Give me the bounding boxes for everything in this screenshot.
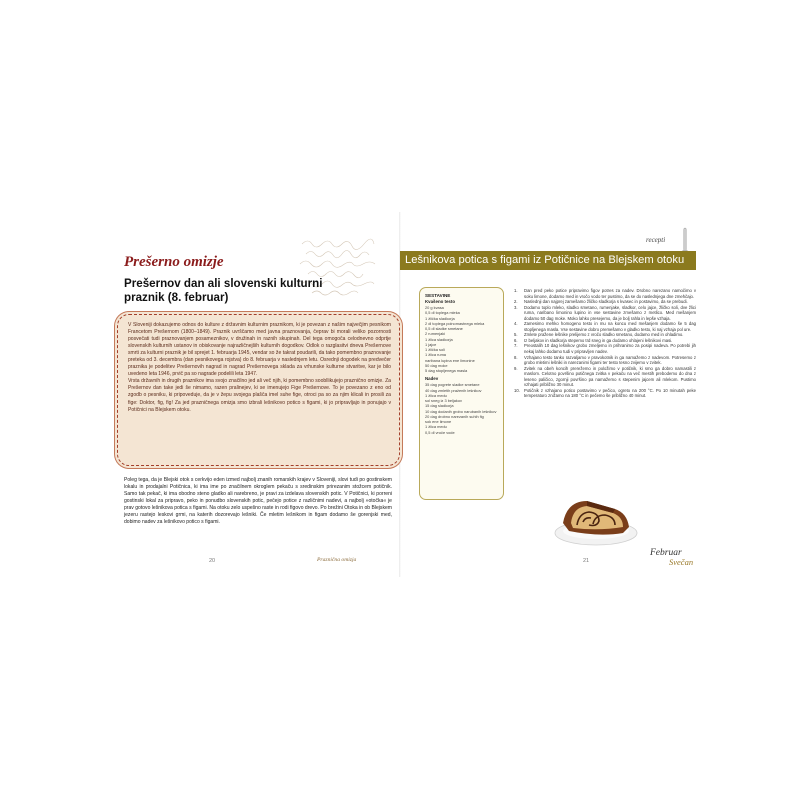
step-text: Potičnik z vzhajano potico postavimo v pečico, ogreto na 200 °C. Po 10 minutah peke temperaturo znižamo na 180 °C in pečemo še približno 40 minut.: [524, 387, 696, 399]
ingredients-box: [419, 287, 504, 500]
page-number-right: 21: [583, 558, 590, 564]
step-number: 3.: [514, 304, 518, 310]
ingredient-item: 2 dl toplega polnomastnega mleka: [425, 320, 485, 326]
info-box-paragraph: V Sloveniji dokazujemo odnos do kulture z državnim kulturnim praznikom, ki je povezan z našim največjim pesnikom Francetom Prešernom (1800–1849). Praznik uvrščamo med javna praznovanja, čeprav bi morali veliko pozornosti posvečati tudi praznovanjem posameznikov, v družinah in raznih skupinah. Del tega omogoča celodnevno odprtje slovenskih kulturnih ustanov in obiskovanje najrazličnejših kulturnih dogodkov. Odlok o razglasitvi dneva Prešernove smrti za kulturni praznik je bil sprejet 1. februarja 1945, vendar so že takrat poudarili, da tako pomembno praznovanje preteka od 3. decembra (dan pesnikovega rojstva) do 8. februarja v naslednjem letu. Osrednji dogodek na predvečer praznika je podelitev Prešernovih nagrad in nagrad Prešernovega sklada za vrhunske kulturne stvaritve, kar je bilo uvedeno leta 1946, prvič pa so nagrade podelili leta 1947.: [128, 322, 391, 378]
ingredient-item: 1 žlica ruma: [425, 352, 446, 358]
recipe-step: [514, 288, 696, 299]
step-text: Zamesimo mehko homogeno testo in mu na koncu med mešanjem dodamo še 5 dag stopljenega masla. Vse sestavine dobro premešamo v gladko testo, ki naj vzhaja pol ure.: [524, 321, 696, 332]
ingredient-item: 0,5 dl sladke smetane: [425, 326, 463, 332]
left-page-body: Poleg tega, da je Blejski otok s cerkvijo eden izmed najbolj znanih romarskih krajev v Sloveniji, slovi tudi po gostinskem lokalu in prodajalni Potičnica, ki ima ime po značilnem okroglem pekaču s sredinskim prirezanim stožcem potičnik. Samo tak pekač, ki ima obodno steno gladko ali narebreno, je pravi za izdelava slovenskih potic. V Potičnici, ki porreni gostinski lokal za pripravo, peko in ponudbo slovenskih potic, pečejo potice z različnimi nadevi, a najbolj »otočka« je prav gotovo lešnikova potica s figami. Na otoku zelo uspešno raste in rodi figovo drevo. Po brežini Otoka in ob Blejskem jezeru rastejo leskovi grmi, na katerih dozorevajo lešniki. Če mletim lešnikom in figam dodamo še gorenjski med, dobimo nadev za lešnikovo potico s figami.: [124, 477, 392, 526]
ingredient-item: 15 dag sladkorja: [425, 403, 454, 409]
recipe-step: [514, 355, 696, 366]
left-page-title: Prešerno omizje: [124, 254, 224, 270]
recipe-step: [514, 366, 696, 388]
step-text: Zvitek na obeh koncih prerežemo in položimo v potičnik, ki smo ga dobro namastili z maslom. Celotno površino potičnega zvitka v pekaču na več mestih prebodemo do dna z leseno paličico, zgornji površino pa namažemo s stepenim jajcem ali mlekom. Pustimo vzhajati približno 30 minut.: [524, 365, 696, 388]
recipe-title: Lešnikova potica s figami iz Potičnice na Blejskem otoku: [405, 254, 685, 266]
recipe-step: [514, 305, 696, 322]
step-text: Dan pred peko potice pripravimo figov potres za nadev. Drobno narezano namočimo v soku limone, dodamo med in vročo vodo ter pustimo, da se do naslednjega dne zmehčajo.: [524, 288, 696, 299]
ingredient-item: 2 rumenjaki: [425, 331, 446, 337]
ingredients-group-title: Nadev: [425, 376, 439, 382]
step-number: 6.: [514, 337, 518, 343]
step-number: 7.: [514, 343, 518, 349]
ingredient-item: 0,5 dl vroče vode: [425, 429, 455, 435]
recipe-steps: [514, 288, 696, 399]
ingredients-header: SESTAVINE: [425, 293, 451, 298]
ingredient-item: 1 žlica medu: [425, 424, 447, 430]
ingredient-item: 0,5 dl toplega mleka: [425, 310, 460, 316]
ingredients-group-title: Kvašeno testo: [425, 299, 456, 305]
step-text: Vzhajano testo tanko razvaljamo v pravokotnik in ga namažemo z nadevom. Potresemo z grobo mletimi lešniki in narezanimi figami ter testo tesno zvijemo v zvitek.: [524, 354, 696, 366]
step-text: Preostalih 10 dag lešnikov grobo zmeljemo in prihranimo za posipi nadeva. Po potrebi jih nekaj lahko dodamo tudi v pripravljen nadev.: [524, 343, 696, 355]
ingredient-item: 1 jajce: [425, 341, 437, 347]
ingredient-item: sok ene limone: [425, 419, 452, 425]
recipe-step: [514, 343, 696, 354]
ingredient-item: 1 žlica medu: [425, 392, 447, 398]
footer-title-left: Praznična omizja: [317, 557, 357, 563]
ingredient-item: 1 žlička sladkorja: [425, 315, 455, 321]
step-number: 5.: [514, 332, 518, 338]
step-text: Dodamo toplo mleko, sladko smetano, rumenjake, sladkor, celo jajce, žličko soli, dve žlici ruma, naribano limonino lupino in vse sestavine zmešamo z metlico. Med mešanjem dodamo 50 dag moke. Moko lahko presejemo, da je bolj rahla in lepše vzhaja.: [524, 304, 696, 321]
ingredient-item: 35 dag pogrete sladke smetane: [425, 382, 480, 388]
info-box: [117, 314, 400, 466]
month-label: Februar: [650, 548, 682, 558]
ingredient-item: 5 dag stopljenega masla: [425, 368, 468, 374]
step-text: Naslednji dan najprej zamešamo žličko sladkorja s kvasec in postavimo, da se prebudi.: [524, 299, 688, 305]
page-number-left: 20: [209, 558, 216, 564]
ingredient-item: naribana lupina ene limonine: [425, 357, 475, 363]
step-number: 4.: [514, 321, 518, 327]
month-subtitle: Svečan: [669, 557, 694, 567]
step-text: Iz beljakov in sladkorja stepemo trd sneg in ga dodamo ohlajeni lešnikovi masi.: [524, 337, 673, 343]
step-text: Zmlete pražene lešnike prelijemo z vročo sladko smetano, dodamo med in ohladimo.: [524, 332, 684, 338]
ingredient-item: 10 dag dodanih grobo narubanih lešnikov: [425, 408, 497, 414]
recipe-step: [514, 321, 696, 332]
step-number: 8.: [514, 354, 518, 360]
ingredient-item: 1 žlička soli: [425, 347, 445, 353]
recipe-step: [514, 388, 696, 399]
potica-photo: [553, 487, 639, 547]
ingredient-item: 20 dag drobno narezanih suhih fig: [425, 413, 484, 419]
ingredient-item: 20 g kvasa: [425, 305, 444, 311]
ingredient-item: 50 dag moke: [425, 362, 448, 368]
step-number: 2.: [514, 299, 518, 305]
section-label: recepti: [646, 236, 666, 244]
ingredient-item: 40 dag zmletih praženih lešnikov: [425, 387, 482, 393]
step-number: 1.: [514, 288, 518, 293]
ingredient-item: sol sneg iz 3 beljakov: [425, 398, 462, 404]
step-number: 9.: [514, 365, 518, 371]
ingredient-item: 1 žlica sladkorja: [425, 336, 453, 342]
step-number: 10.: [514, 387, 520, 393]
left-page-subtitle: Prešernov dan ali slovenski kulturni praznik (8. februar): [124, 277, 323, 304]
info-box-paragraph: Vrsta državnih in drugih praznikov ima svojo značilno jed ali več njih, ki pomembno soobllikujejo praznično omizje. Za Prešernov dan take jedi še nimamo, razen pralinejev, ki se imenujejo Fige Prešernove. To je povezano z eno od zgodb o pesniku, ki pripoveduje, da je v žepu svojega plašča imel suhe fige, otroci pa so za njim klicali in prosili za fige: Doktor, fig, fig! Za jed prazničnega omizja smo izbrali lešnikovo potico s figami, ki jo pripravljajo in ponujajo v Potičnici na Blejskem otoku.: [128, 378, 391, 413]
